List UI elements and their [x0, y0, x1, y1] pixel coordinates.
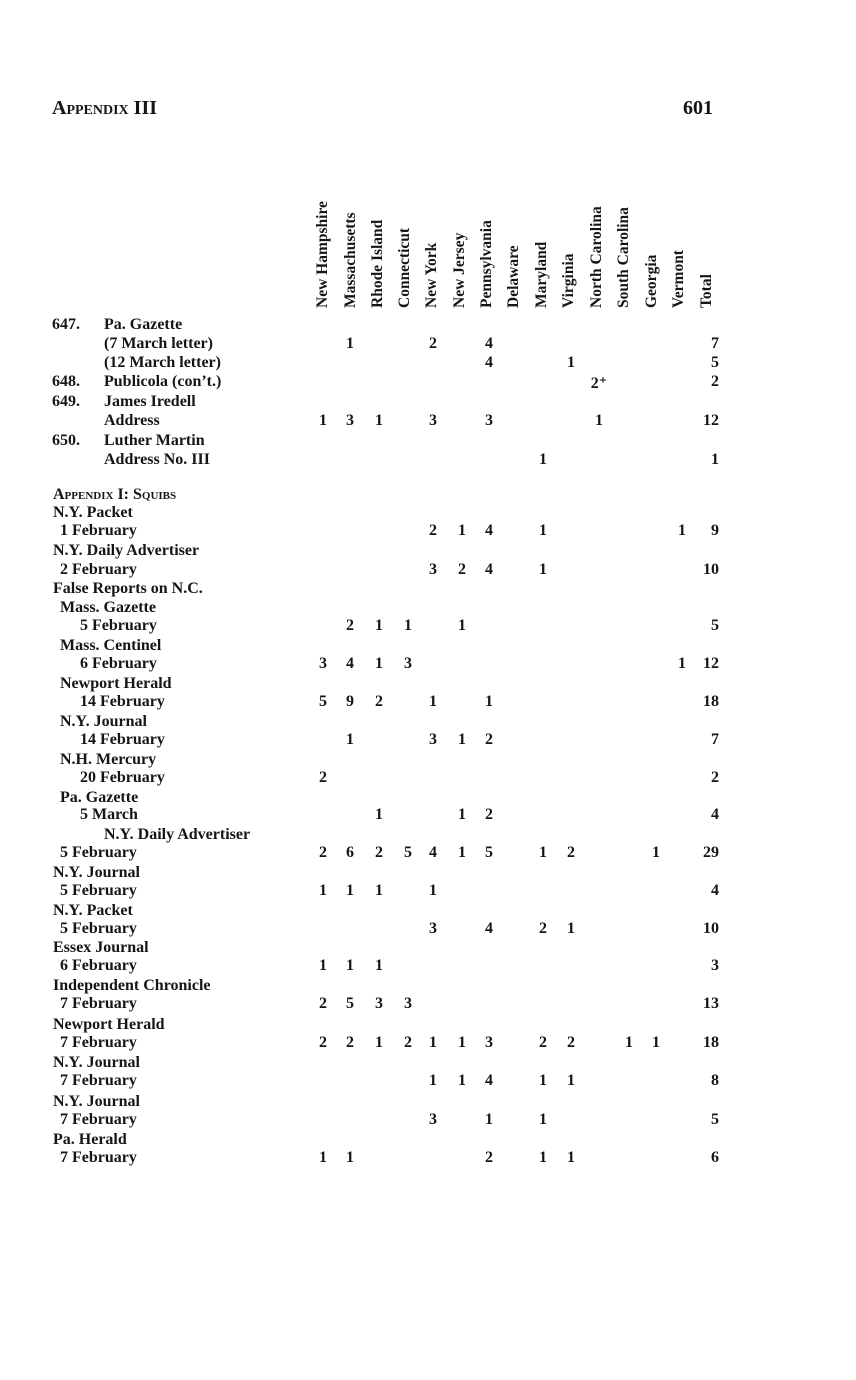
row-label: 6 February [80, 655, 157, 672]
row-label: Publicola (con’t.) [104, 373, 222, 390]
row-label: Luther Martin [104, 432, 205, 449]
count-cell: 1 [567, 1072, 575, 1089]
table-row [0, 561, 856, 580]
count-cell: 5 [404, 844, 412, 861]
count-cell: 1 [458, 731, 466, 748]
column-header-maryland: Maryland [533, 241, 550, 308]
column-header-new-jersey: New Jersey [451, 232, 468, 308]
row-label: 5 March [80, 806, 138, 823]
count-cell: 1 [346, 957, 354, 974]
count-cell: 1 [429, 693, 437, 710]
count-cell: 2 [485, 731, 493, 748]
count-cell: 2 [346, 1034, 354, 1051]
count-cell: 1 [539, 1072, 547, 1089]
row-label: Address [104, 412, 160, 429]
count-cell: 1 [429, 1072, 437, 1089]
count-cell: 1 [319, 957, 327, 974]
count-cell: 1 [458, 522, 466, 539]
table-row [0, 1016, 856, 1035]
entry-number: 650. [52, 432, 80, 449]
row-label: Mass. Gazette [60, 599, 156, 616]
count-cell: 1 [319, 412, 327, 429]
count-cell: 3 [375, 995, 383, 1012]
table-row [0, 617, 856, 636]
count-cell: 4 [485, 522, 493, 539]
row-label: 14 February [80, 693, 165, 710]
row-label: 7 February [60, 1072, 137, 1089]
count-cell: 2 [429, 335, 437, 352]
table-row [0, 769, 856, 788]
column-header-delaware: Delaware [505, 245, 522, 308]
total-cell: 18 [703, 693, 719, 710]
count-cell: 2 [539, 1034, 547, 1051]
entry-number: 649. [52, 393, 80, 410]
count-cell: 5 [485, 844, 493, 861]
total-cell: 2 [711, 769, 719, 786]
total-cell: 29 [703, 844, 719, 861]
row-label: 7 February [60, 1149, 137, 1166]
total-cell: 12 [703, 655, 719, 672]
table-row [0, 675, 856, 694]
table-row [0, 844, 856, 863]
count-cell: 3 [429, 561, 437, 578]
row-label: 14 February [80, 731, 165, 748]
count-cell: 1 [319, 1149, 327, 1166]
count-cell: 2 [319, 769, 327, 786]
column-header-virginia: Virginia [560, 253, 577, 308]
total-cell: 5 [711, 617, 719, 634]
row-label: Pa. Gazette [104, 316, 183, 333]
row-label: 5 February [60, 882, 137, 899]
row-label: 5 February [80, 617, 157, 634]
table-row [0, 826, 856, 845]
count-cell: 2 [404, 1034, 412, 1051]
count-cell: 4 [429, 844, 437, 861]
row-label: 6 February [60, 957, 137, 974]
table-row [0, 393, 856, 412]
total-cell: 10 [703, 920, 719, 937]
row-label: N.Y. Daily Advertiser [53, 542, 200, 559]
table-row [0, 731, 856, 750]
count-cell: 2 [319, 844, 327, 861]
table-row [0, 637, 856, 656]
table-row [0, 713, 856, 732]
row-label: N.Y. Journal [60, 713, 147, 730]
row-label: (7 March letter) [104, 335, 213, 352]
count-cell: 1 [375, 957, 383, 974]
total-cell: 6 [711, 1149, 719, 1166]
table-row [0, 1149, 856, 1168]
count-cell: 3 [404, 995, 412, 1012]
table-row [0, 957, 856, 976]
count-cell: 1 [652, 1034, 660, 1051]
count-cell: 1 [458, 617, 466, 634]
row-label: 7 February [60, 995, 137, 1012]
count-cell: 1 [678, 522, 686, 539]
total-cell: 9 [711, 522, 719, 539]
total-cell: 13 [703, 995, 719, 1012]
count-cell: 4 [485, 354, 493, 371]
count-cell: 9 [346, 693, 354, 710]
count-cell: 2 [429, 522, 437, 539]
table-row [0, 882, 856, 901]
row-label: N.Y. Journal [53, 864, 140, 881]
count-cell: 4 [485, 335, 493, 352]
count-cell: 1 [652, 844, 660, 861]
column-header-pennsylvania: Pennsylvania [478, 220, 495, 308]
column-header-north-carolina: North Carolina [588, 206, 605, 308]
total-cell: 1 [711, 451, 719, 468]
count-cell: 2 [539, 920, 547, 937]
count-cell: 1 [539, 451, 547, 468]
table-row [0, 1111, 856, 1130]
count-cell: 1 [375, 617, 383, 634]
count-cell: 3 [346, 412, 354, 429]
column-header-rhode-island: Rhode Island [369, 219, 386, 308]
row-label: 2 February [60, 561, 137, 578]
count-cell: 3 [429, 412, 437, 429]
appendix-title: Appendix III [52, 97, 158, 119]
count-cell: 1 [375, 655, 383, 672]
page-number: 601 [683, 97, 713, 119]
count-cell: 3 [319, 655, 327, 672]
table-row [0, 751, 856, 770]
table-row [0, 335, 856, 354]
column-header-new-york: New York [423, 242, 440, 308]
count-cell: 1 [346, 731, 354, 748]
table-row [0, 1131, 856, 1150]
count-cell: 1 [678, 655, 686, 672]
count-cell: 2 [346, 617, 354, 634]
row-label: (12 March letter) [104, 354, 221, 371]
table-row [0, 995, 856, 1014]
total-cell: 8 [711, 1072, 719, 1089]
table-row [0, 412, 856, 431]
table-row [0, 504, 856, 523]
section-heading: Appendix I: Squibs [53, 486, 177, 503]
total-cell: 4 [711, 806, 719, 823]
running-head [52, 97, 157, 120]
count-cell: 1 [485, 1111, 493, 1128]
count-cell: 2 [485, 806, 493, 823]
count-cell: 1 [458, 1072, 466, 1089]
total-cell: 4 [711, 882, 719, 899]
count-cell: 1 [485, 693, 493, 710]
count-cell: 1 [375, 412, 383, 429]
entry-number: 648. [52, 373, 80, 390]
count-cell: 4 [485, 920, 493, 937]
table-row [0, 806, 856, 825]
count-cell: 3 [485, 412, 493, 429]
column-header-new-hampshire: New Hampshire [314, 201, 331, 308]
count-cell: 1 [539, 522, 547, 539]
table-row [0, 542, 856, 561]
count-cell: 1 [458, 844, 466, 861]
count-cell: 4 [485, 561, 493, 578]
table-row [0, 373, 856, 392]
count-cell: 3 [429, 920, 437, 937]
count-cell: 1 [539, 1149, 547, 1166]
count-cell: 2 [319, 1034, 327, 1051]
row-label: N.Y. Packet [53, 902, 133, 919]
table-row [0, 977, 856, 996]
row-label: 20 February [80, 769, 165, 786]
table-row [0, 580, 856, 599]
count-cell: 2 [375, 844, 383, 861]
total-cell: 5 [711, 354, 719, 371]
total-cell: 5 [711, 1111, 719, 1128]
count-cell: 1 [567, 920, 575, 937]
table-row [0, 1072, 856, 1091]
count-cell: 3 [429, 731, 437, 748]
count-cell: 5 [346, 995, 354, 1012]
row-label: 1 February [60, 522, 137, 539]
table-row [0, 599, 856, 618]
count-cell: 2 [567, 1034, 575, 1051]
total-cell: 7 [711, 731, 719, 748]
table-row [0, 432, 856, 451]
count-cell: 1 [539, 1111, 547, 1128]
count-cell: 3 [429, 1111, 437, 1128]
table-row [0, 1034, 856, 1053]
total-cell: 12 [703, 412, 719, 429]
count-cell: 2 [319, 995, 327, 1012]
row-label: 5 February [60, 920, 137, 937]
count-cell: 3 [485, 1034, 493, 1051]
column-header-vermont: Vermont [670, 250, 687, 308]
row-label: Independent Chronicle [53, 977, 211, 994]
table-row [0, 864, 856, 883]
row-label: Newport Herald [60, 675, 172, 692]
count-cell: 3 [404, 655, 412, 672]
table-row [0, 1054, 856, 1073]
row-label: Pa. Gazette [60, 789, 139, 806]
count-cell: 2 [375, 693, 383, 710]
table-row [0, 939, 856, 958]
row-label: False Reports on N.C. [53, 580, 203, 597]
count-cell: 1 [375, 806, 383, 823]
count-cell: 6 [346, 844, 354, 861]
count-cell: 1 [375, 1034, 383, 1051]
count-cell: 1 [346, 882, 354, 899]
table-row [0, 316, 856, 335]
count-cell: 1 [346, 1149, 354, 1166]
table-row [0, 451, 856, 470]
row-label: N.Y. Daily Advertiser [104, 826, 251, 843]
count-cell: 1 [429, 882, 437, 899]
count-cell: 1 [567, 354, 575, 371]
count-cell: 2⁺ [590, 375, 608, 392]
count-cell: 1 [458, 1034, 466, 1051]
row-label: 5 February [60, 844, 137, 861]
column-header-south-carolina: South Carolina [615, 207, 632, 308]
table-row [0, 522, 856, 541]
count-cell: 1 [375, 882, 383, 899]
table-row [0, 693, 856, 712]
table-row [0, 354, 856, 373]
count-cell: 1 [429, 1034, 437, 1051]
row-label: 7 February [60, 1111, 137, 1128]
count-cell: 2 [567, 844, 575, 861]
entry-number: 647. [52, 316, 80, 333]
row-label: Essex Journal [53, 939, 149, 956]
column-header-massachusetts: Massachusetts [342, 212, 359, 308]
count-cell: 1 [625, 1034, 633, 1051]
count-cell: 1 [346, 335, 354, 352]
row-label: N.Y. Packet [53, 504, 133, 521]
table-row [0, 1093, 856, 1112]
row-label: Address No. III [104, 451, 210, 468]
row-label: N.Y. Journal [53, 1093, 140, 1110]
table-row [0, 486, 856, 505]
column-header-total: Total [698, 274, 715, 308]
total-cell: 7 [711, 335, 719, 352]
count-cell: 2 [485, 1149, 493, 1166]
count-cell: 1 [567, 1149, 575, 1166]
count-cell: 1 [319, 882, 327, 899]
total-cell: 10 [703, 561, 719, 578]
row-label: Newport Herald [53, 1016, 165, 1033]
total-cell: 3 [711, 957, 719, 974]
count-cell: 4 [485, 1072, 493, 1089]
total-cell: 2 [711, 373, 719, 390]
row-label: Pa. Herald [53, 1131, 127, 1148]
row-label: 7 February [60, 1034, 137, 1051]
count-cell: 1 [595, 412, 603, 429]
table-row [0, 902, 856, 921]
total-cell: 18 [703, 1034, 719, 1051]
row-label: N.H. Mercury [60, 751, 157, 768]
count-cell: 1 [539, 844, 547, 861]
row-label: Mass. Centinel [60, 637, 162, 654]
row-label: N.Y. Journal [53, 1054, 140, 1071]
count-cell: 5 [319, 693, 327, 710]
count-cell: 4 [346, 655, 354, 672]
table-row [0, 655, 856, 674]
count-cell: 1 [404, 617, 412, 634]
count-cell: 2 [458, 561, 466, 578]
row-label: James Iredell [104, 393, 196, 410]
count-cell: 1 [539, 561, 547, 578]
count-cell: 1 [458, 806, 466, 823]
column-header-georgia: Georgia [643, 254, 660, 308]
column-header-connecticut: Connecticut [396, 227, 413, 308]
table-row [0, 920, 856, 939]
